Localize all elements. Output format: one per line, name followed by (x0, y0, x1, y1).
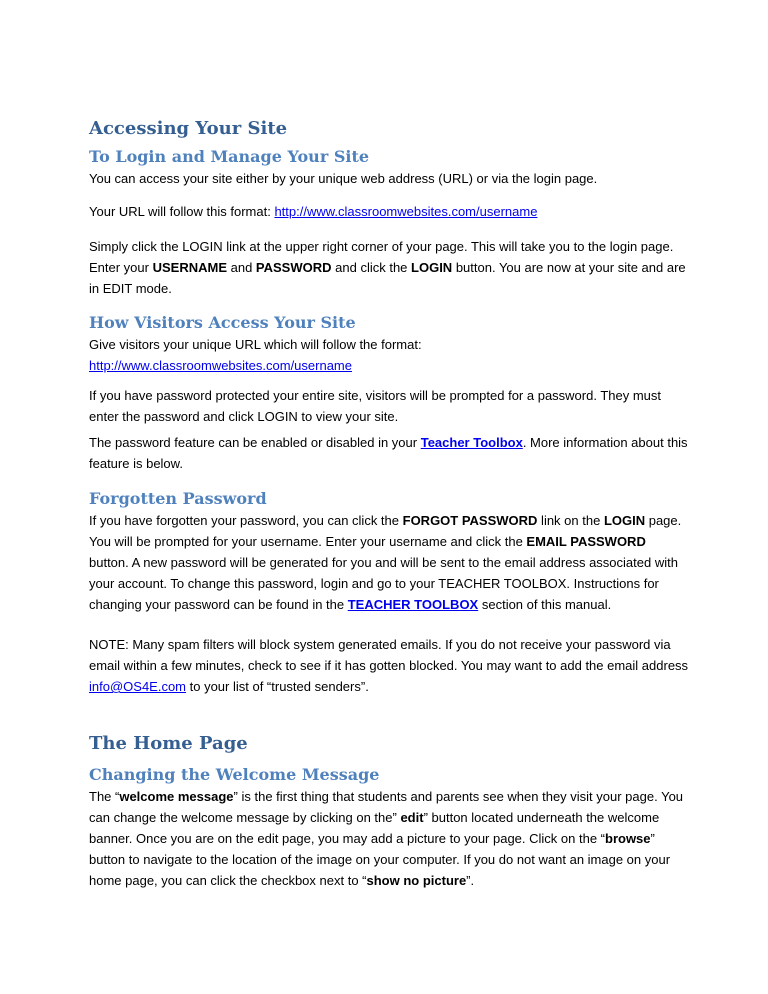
teacher-toolbox-link[interactable]: Teacher Toolbox (420, 435, 523, 450)
heading-login-manage: To Login and Manage Your Site (89, 147, 370, 166)
paragraph-access-intro: You can access your site either by your unique web address (URL) or via the login page. (89, 171, 598, 186)
paragraph-password-protect: If you have password protected your entire site, visitors will be prompted for a password. They must enter the password and click LOGIN to view your site. (89, 388, 662, 424)
teacher-toolbox-section-link[interactable]: TEACHER TOOLBOX (347, 597, 479, 612)
heading-forgotten-password: Forgotten Password (89, 489, 267, 508)
paragraph-url-format (89, 201, 689, 222)
paragraph-login-steps: Simply click the LOGIN link at the upper right corner of your page. This will take you to the login page. Enter your USERNAME and PASSWORD and click the LOGIN button. You are now at your site and are in EDIT mode. (89, 239, 686, 296)
visitor-url-link[interactable]: http://www.classroomwebsites.com/username (89, 358, 352, 373)
section-title-accessing: Accessing Your Site (89, 118, 288, 139)
heading-visitors-access: How Visitors Access Your Site (89, 313, 356, 332)
heading-welcome-message: Changing the Welcome Message (89, 765, 380, 784)
site-url-link[interactable]: http://www.classroomwebsites.com/username (274, 204, 538, 219)
paragraph-welcome-message: The “welcome message” is the first thing that students and parents see when they visit your page. You can change the welcome message by clicking on the” edit” button located underneath the welcome banner. Once you are on the edit page, you may add a picture to your page. Click on the “browse” button to navigate to the location of the image on your computer. If you do not want an image on your home page, you can click the checkbox next to “show no picture”. (89, 789, 684, 888)
email-link[interactable]: info@OS4E.com (89, 679, 187, 694)
paragraph-password-feature: The password feature can be enabled or disabled in your Teacher Toolbox. More information about this feature is below. (89, 435, 688, 471)
paragraph-visitors-url: Give visitors your unique URL which will follow the format: http://www.classroomwebsites.com/username (89, 337, 422, 373)
url-format-label: Your URL will follow this format: (89, 204, 275, 219)
section-title-home-page: The Home Page (89, 733, 248, 754)
paragraph-forgotten-password: If you have forgotten your password, you can click the FORGOT PASSWORD link on the LOGIN page. You will be prompted for your username. Enter your username and click the EMAIL PASSWORD button. A new password will be generated for you and will be sent to the email address associated with your account. To change this password, login and go to your TEACHER TOOLBOX. Instructions for changing your password can be found in the TEACHER TOOLBOX section of this manual. (89, 513, 682, 612)
paragraph-spam-note: NOTE: Many spam filters will block system generated emails. If you do not receive your password via email within a few minutes, check to see if it has gotten blocked. You may want to add the email address info@OS4E.com to your list of “trusted senders”. (89, 637, 689, 694)
